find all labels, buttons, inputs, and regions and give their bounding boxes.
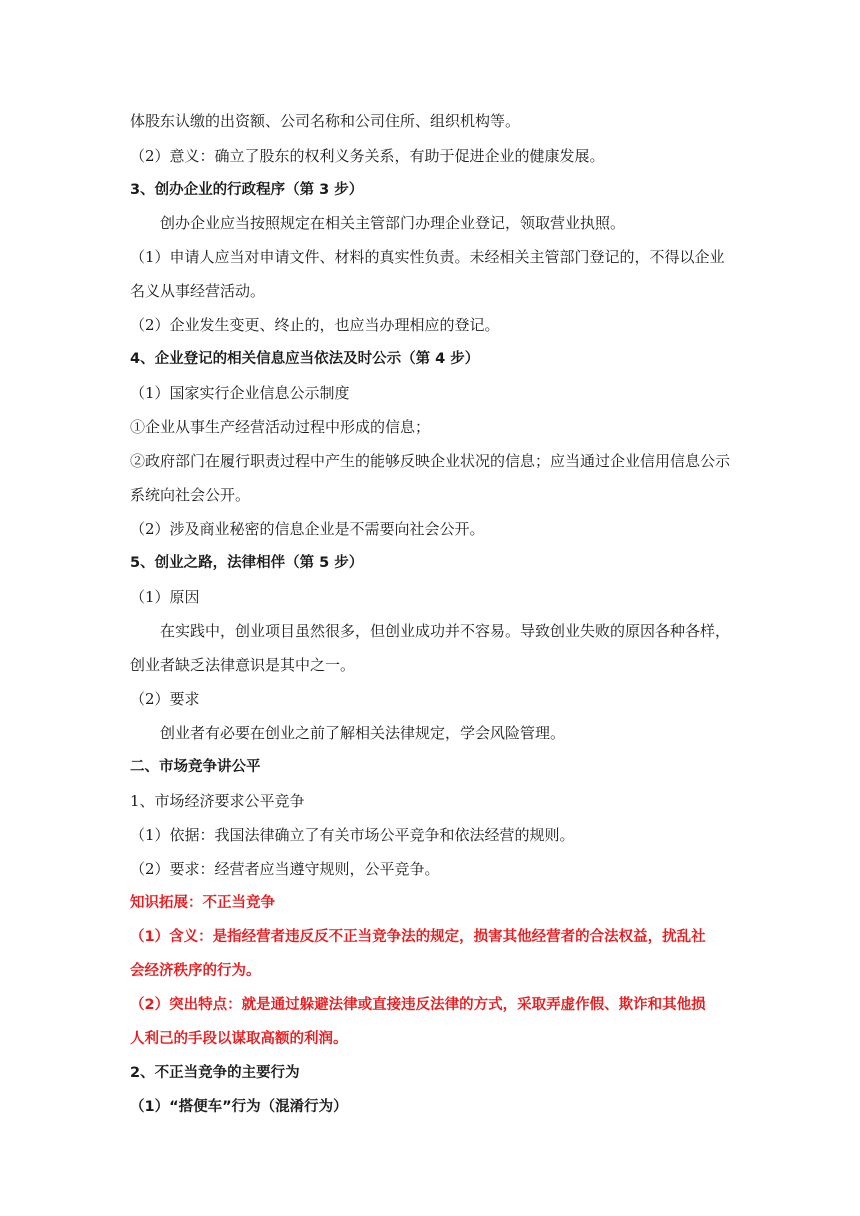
text-line: 人利己的手段以谋取高额的利润。	[130, 1031, 348, 1047]
text-line: ①企业从事生产经营活动过程中形成的信息；	[130, 418, 431, 436]
text-line: （1）原因	[130, 588, 200, 606]
text-line: （2）要求	[130, 690, 200, 708]
text-line: （1）含义：是指经营者违反反不正当竞争法的规定，损害其他经营者的合法权益，扰乱社	[130, 929, 706, 945]
text-line: 创业者缺乏法律意识是其中之一。	[130, 656, 356, 674]
text-line: 系统向社会公开。	[130, 486, 251, 504]
text-line: （1）申请人应当对申请文件、材料的真实性负责。未经相关主管部门登记的，不得以企业	[130, 248, 725, 266]
text-line: 会经济秩序的行为。	[130, 963, 261, 979]
text-line: （1）国家实行企业信息公示制度	[130, 384, 350, 402]
text-line: （2）意义：确立了股东的权利义务关系，有助于促进企业的健康发展。	[130, 147, 605, 165]
text-line: （1）“搭便车”行为（混淆行为）	[130, 1099, 348, 1115]
text-line: （1）依据：我国法律确立了有关市场公平竞争和依法经营的规则。	[130, 826, 575, 844]
text-line: 3、创办企业的行政程序（第 3 步）	[130, 182, 364, 198]
text-line: 2、不正当竞争的主要行为	[130, 1065, 300, 1081]
text-line: ②政府部门在履行职责过程中产生的能够反映企业状况的信息；应当通过企业信用信息公示	[130, 452, 731, 470]
text-line: （2）突出特点：就是通过躲避法律或直接违反法律的方式，采取弄虚作假、欺诈和其他损	[130, 997, 706, 1013]
text-line: （2）企业发生变更、终止的，也应当办理相应的登记。	[130, 316, 500, 334]
text-line: （2）涉及商业秘密的信息企业是不需要向社会公开。	[130, 520, 485, 538]
text-line: 5、创业之路，法律相伴（第 5 步）	[130, 555, 364, 571]
text-line: 名义从事经营活动。	[130, 282, 266, 300]
text-line: 在实践中，创业项目虽然很多，但创业成功并不容易。导致创业失败的原因各种各样，	[160, 622, 731, 640]
text-line: 创业者有必要在创业之前了解相关法律规定，学会风险管理。	[160, 724, 566, 742]
text-line: 知识拓展：不正当竞争	[130, 895, 275, 911]
text-line: （2）要求：经营者应当遵守规则，公平竞争。	[130, 860, 440, 878]
text-line: 二、市场竞争讲公平	[130, 759, 261, 775]
text-line: 4、企业登记的相关信息应当依法及时公示（第 4 步）	[130, 351, 480, 367]
text-line: 1、市场经济要求公平竞争	[130, 792, 305, 810]
text-line: 创办企业应当按照规定在相关主管部门办理企业登记，领取营业执照。	[160, 214, 626, 232]
text-line: 体股东认缴的出资额、公司名称和公司住所、组织机构等。	[130, 112, 521, 130]
